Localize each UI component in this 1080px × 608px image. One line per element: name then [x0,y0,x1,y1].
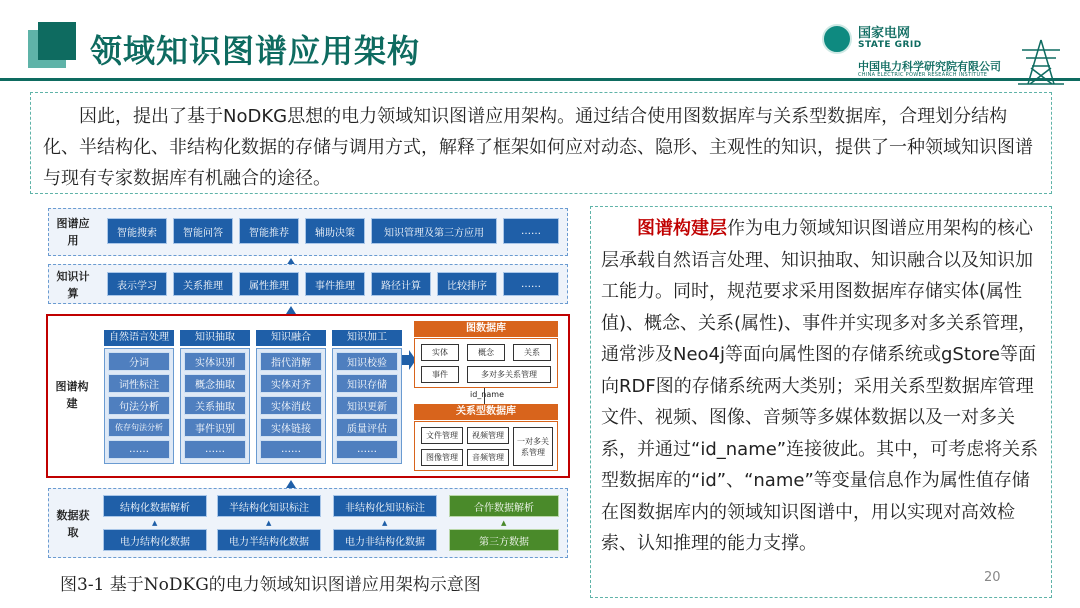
extraction-item: 概念抽取 [184,374,246,393]
fusion-item: …… [260,440,322,459]
rel-db-item: 图像管理 [421,449,463,466]
graph-db [414,338,558,388]
institute-name-en: CHINA ELECTRIC POWER RESEARCH INSTITUTE [858,72,988,78]
data-layer [48,488,568,558]
compute-item: 路径计算 [371,272,431,296]
arrow-up-icon [286,480,296,488]
compute-item: 事件推理 [305,272,365,296]
build-layer-label: 图谱构建 [55,380,89,410]
rel-db-title: 关系型数据库 [414,404,558,420]
power-tower-icon [1018,38,1064,86]
data-source-item: 电力非结构化数据 [333,529,437,551]
compute-layer [48,264,568,304]
app-layer [48,208,568,256]
fusion-item: 指代消解 [260,352,322,371]
data-source-item: 电力半结构化数据 [217,529,321,551]
app-item: 智能推荐 [239,218,299,244]
processing-item: …… [336,440,398,459]
graph-db-item: 多对多关系管理 [467,366,551,383]
graph-db-item: 概念 [467,344,505,361]
extraction-item: 关系抽取 [184,396,246,415]
graph-db-item: 事件 [421,366,459,383]
processing-item: 知识校验 [336,352,398,371]
page-title: 领域知识图谱应用架构 [90,32,421,70]
graph-db-title: 图数据库 [414,321,558,337]
processing-item: 知识存储 [336,374,398,393]
nlp-column-title: 自然语言处理 [104,330,174,346]
rel-db [414,421,558,471]
nlp-item: 依存句法分析 [108,418,170,437]
nlp-item: …… [108,440,170,459]
processing-item: 知识更新 [336,396,398,415]
arrow-up-small-icon: ▲ [152,519,158,527]
header-square-dark [38,22,76,60]
arrow-up-small-icon: ▲ [266,519,272,527]
intro-paragraph: 因此，提出了基于NoDKG思想的电力领域知识图谱应用架构。通过结合使用图数据库与关系型数据库，合理划分结构化、半结构化、非结构化数据的存储与调用方式，解释了框架如何应对动态、隐形、主观性的知识，提供了一种领域知识图谱与现有专家数据库有机融合的途径。 [30,92,1052,194]
page-number: 20 [984,570,1001,585]
rel-db-item: 视频管理 [467,427,509,444]
app-item: …… [503,218,559,244]
rel-db-item: 一对多关系管理 [513,427,553,466]
nlp-item: 分词 [108,352,170,371]
graph-db-item: 实体 [421,344,459,361]
extraction-item: …… [184,440,246,459]
arrow-up-small-icon: ▲ [382,519,388,527]
app-item: 智能问答 [173,218,233,244]
data-parse-item: 合作数据解析 [449,495,559,517]
compute-item: 关系推理 [173,272,233,296]
app-item: 知识管理及第三方应用 [371,218,497,244]
fusion-column-title: 知识融合 [256,330,326,346]
graph-db-item: 关系 [513,344,551,361]
nlp-column [104,348,174,464]
state-grid-logo-icon [822,24,852,54]
fusion-item: 实体消歧 [260,396,322,415]
rel-db-item: 音频管理 [467,449,509,466]
institute-name: 中国电力科学研究院有限公司 [858,60,1001,73]
extraction-item: 实体识别 [184,352,246,371]
app-item: 智能搜索 [107,218,167,244]
extraction-column-title: 知识抽取 [180,330,250,346]
data-parse-item: 半结构化知识标注 [217,495,321,517]
compute-item: 属性推理 [239,272,299,296]
arrow-up-small-icon: ▲ [501,519,507,527]
arrow-up-icon [286,306,296,314]
compute-item: …… [503,272,559,296]
fusion-column [256,348,326,464]
data-source-item: 第三方数据 [449,529,559,551]
nlp-item: 句法分析 [108,396,170,415]
processing-column-title: 知识加工 [332,330,402,346]
rel-db-item: 文件管理 [421,427,463,444]
figure-caption: 图3-1 基于NoDKG的电力领域知识图谱应用架构示意图 [60,575,481,595]
app-item: 辅助决策 [305,218,365,244]
logo-text-cn: 国家电网 [858,26,911,41]
logo-text-en: STATE GRID [858,40,922,50]
data-source-item: 电力结构化数据 [103,529,207,551]
build-layer [46,314,570,478]
header-divider [0,78,1080,81]
extraction-column [180,348,250,464]
id-name-link: id_name [470,390,504,399]
compute-layer-label: 知识计算 [56,270,90,300]
fusion-item: 实体链接 [260,418,322,437]
data-parse-item: 非结构化知识标注 [333,495,437,517]
processing-item: 质量评估 [336,418,398,437]
data-parse-item: 结构化数据解析 [103,495,207,517]
app-layer-label: 图谱应用 [56,217,90,247]
compute-item: 比较排序 [437,272,497,296]
fusion-item: 实体对齐 [260,374,322,393]
compute-item: 表示学习 [107,272,167,296]
description-box [590,206,1052,598]
data-layer-label: 数据获取 [56,509,90,539]
nlp-item: 词性标注 [108,374,170,393]
extraction-item: 事件识别 [184,418,246,437]
processing-column [332,348,402,464]
description-text: 作为电力领域知识图谱应用架构的核心层承载自然语言处理、知识抽取、知识融合以及知识加工能力。同时，规范要求采用图数据库存储实体(属性值)、概念、关系(属性)、事件并实现多对多关系管理，通常涉及Neo4j等面向属性图的存储系统或gStore等面向RDF图的存储系统两大类别；采用关系型数据库管理文件、视频、图像、音频等多媒体数据以及一对多关系，并通过“id_name”连接彼此。其中，可考虑将关系型数据库的“id”、“name”等变量信息作为属性值存储在图数据库内的领域知识图谱中，用以实现对高效检索、认知推理的能力支撑。 [601,218,1039,554]
highlight-term: 图谱构建层 [637,218,727,239]
